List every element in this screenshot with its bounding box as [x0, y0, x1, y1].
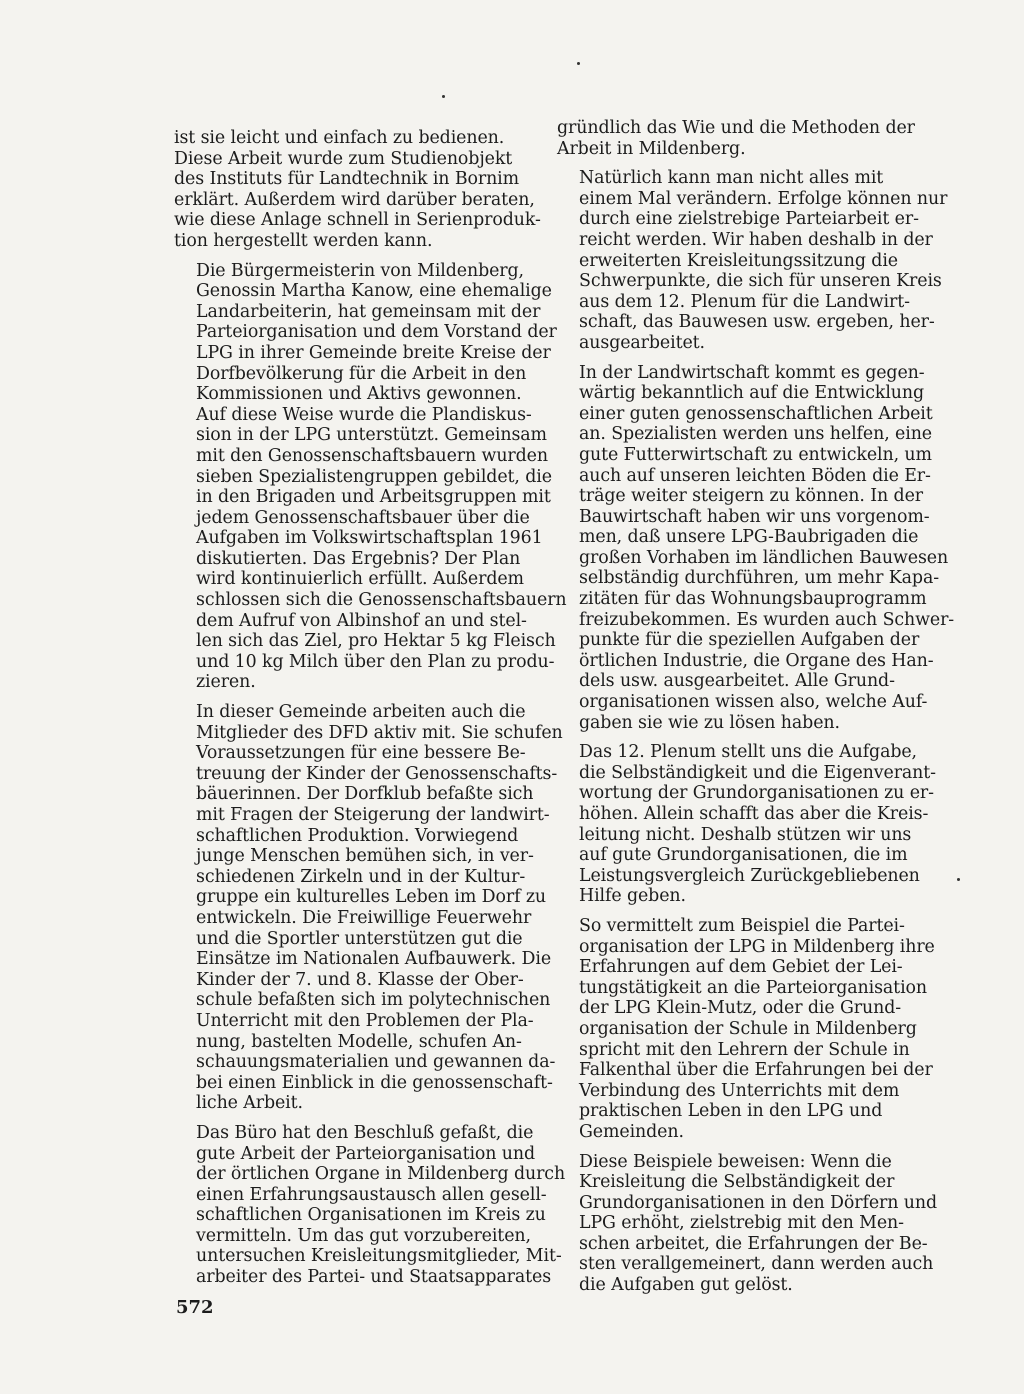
- text-line: reicht werden. Wir haben deshalb in der: [579, 229, 933, 250]
- text-line: gute Arbeit der Parteiorganisation und: [196, 1143, 536, 1164]
- text-line: Bauwirtschaft haben wir uns vorgenom-: [579, 506, 930, 527]
- text-line: wortung der Grundorganisationen zu er-: [579, 783, 934, 804]
- text-line: Das Büro hat den Beschluß gefaßt, die: [196, 1122, 534, 1143]
- text-line: Natürlich kann man nicht alles mit: [579, 168, 884, 189]
- text-line: Die Bürgermeisterin von Mildenberg,: [196, 260, 524, 281]
- text-line: Hilfe geben.: [579, 886, 686, 907]
- text-line: Verbindung des Unterrichts mit dem: [579, 1080, 900, 1101]
- text-line: einer guten genossenschaftlichen Arbeit: [579, 403, 933, 424]
- text-line: tion hergestellt werden kann.: [174, 230, 433, 251]
- text-line: mit Fragen der Steigerung der landwirt-: [196, 805, 550, 825]
- text-line: mit den Genossenschaftsbauern wurden: [196, 445, 548, 466]
- text-line: arbeiter des Partei- und Staatsapparates: [196, 1267, 552, 1288]
- paragraph: [557, 362, 955, 734]
- text-line: und 10 kg Milch über den Plan zu produ-: [196, 651, 555, 672]
- paragraph: [557, 118, 927, 159]
- text-line: örtlichen Industrie, die Organe des Han-: [579, 650, 934, 671]
- text-line: schaftlichen Produktion. Vorwiegend: [196, 825, 519, 846]
- text-line: LPG erhöht, zielstrebig mit den Men-: [579, 1213, 904, 1234]
- text-line: gruppe ein kulturelles Leben im Dorf zu: [196, 887, 547, 908]
- text-line: Falkenthal über die Erfahrungen bei der: [579, 1060, 933, 1081]
- scan-speck: [442, 95, 445, 98]
- text-line: der LPG Klein-Mutz, oder die Grund-: [579, 998, 901, 1019]
- paragraph: [174, 702, 563, 1114]
- text-line: Diese Arbeit wurde zum Studienobjekt: [174, 148, 513, 169]
- text-line: jedem Genossenschaftsbauer über die: [196, 507, 530, 528]
- text-line: einem Mal verändern. Erfolge können nur: [579, 188, 948, 209]
- text-line: aus dem 12. Plenum für die Landwirt-: [579, 291, 910, 312]
- text-line: zitäten für das Wohnungsbauprogramm: [579, 589, 927, 610]
- text-line: erklärt. Außerdem wird darüber beraten,: [174, 189, 535, 210]
- text-line: selbständig durchführen, um mehr Kapa-: [579, 568, 940, 589]
- text-line: In dieser Gemeinde arbeiten auch die: [196, 702, 526, 723]
- text-line: Kommissionen und Aktivs gewonnen.: [196, 384, 522, 405]
- text-line: nung, bastelten Modelle, schufen An-: [196, 1031, 522, 1052]
- text-line: des Instituts für Landtechnik in Bornim: [174, 169, 520, 190]
- text-line: organisation der Schule in Mildenberg: [579, 1018, 917, 1039]
- text-line: Diese Beispiele beweisen: Wenn die: [579, 1151, 892, 1172]
- text-line: Parteiorganisation und dem Vorstand der: [196, 322, 557, 343]
- paragraph: [557, 915, 935, 1143]
- text-line: Gemeinden.: [579, 1121, 684, 1142]
- text-line: in den Brigaden und Arbeitsgruppen mit: [196, 487, 551, 508]
- text-line: organisationen wissen also, welche Auf-: [579, 692, 928, 713]
- text-line: sieben Spezialistengruppen gebildet, die: [196, 466, 552, 487]
- text-line: sten verallgemeinert, dann werden auch: [579, 1254, 934, 1275]
- text-line: träge weiter steigern zu können. In der: [579, 486, 923, 507]
- text-line: ist sie leicht und einfach zu bedienen.: [174, 128, 505, 148]
- text-line: LPG in ihrer Gemeinde breite Kreise der: [196, 342, 551, 363]
- text-line: spricht mit den Lehrern der Schule in: [579, 1039, 910, 1060]
- text-line: und die Sportler unterstützen gut die: [196, 928, 523, 949]
- text-line: auch auf unseren leichten Böden die Er-: [579, 465, 931, 486]
- text-line: dem Aufruf von Albinshof an und stel-: [196, 610, 527, 631]
- text-line: Mitglieder des DFD aktiv mit. Sie schufen: [196, 722, 563, 743]
- text-line: Einsätze im Nationalen Aufbauwerk. Die: [196, 949, 552, 970]
- text-line: die Selbständigkeit und die Eigenverant-: [579, 762, 936, 783]
- text-line: wie diese Anlage schnell in Serienproduk-: [174, 210, 541, 231]
- text-line: Leistungsvergleich Zurückgebliebenen: [579, 865, 920, 886]
- text-line: großen Vorhaben im ländlichen Bauwesen: [579, 547, 949, 568]
- text-line: schaft, das Bauwesen usw. ergeben, her-: [579, 312, 935, 333]
- text-line: schaftlichen Organisationen im Kreis zu: [196, 1205, 546, 1226]
- paragraph: [557, 742, 936, 907]
- text-line: gründlich das Wie und die Methoden der: [557, 118, 915, 138]
- paragraph: [557, 1151, 937, 1296]
- text-line: In der Landwirtschaft kommt es gegen-: [579, 362, 925, 383]
- text-line: Grundorganisationen in den Dörfern und: [579, 1192, 937, 1213]
- text-line: Unterricht mit den Problemen der Pla-: [196, 1010, 534, 1031]
- text-line: Aufgaben im Volkswirtschaftsplan 1961: [196, 528, 543, 549]
- left-column: [174, 128, 567, 1297]
- right-column: [557, 118, 955, 1305]
- text-line: vermitteln. Um das gut vorzubereiten,: [196, 1225, 531, 1246]
- text-line: Kinder der 7. und 8. Klasse der Ober-: [196, 969, 524, 990]
- text-line: Auf diese Weise wurde die Plandiskus-: [196, 404, 532, 425]
- text-line: Das 12. Plenum stellt uns die Aufgabe,: [579, 742, 917, 763]
- text-line: punkte für die speziellen Aufgaben der: [579, 630, 920, 651]
- text-line: Landarbeiterin, hat gemeinsam mit der: [196, 301, 541, 322]
- text-line: höhen. Allein schafft das aber die Kreis-: [579, 804, 929, 824]
- text-line: Schwerpunkte, die sich für unseren Kreis: [579, 271, 942, 292]
- text-line: bäuerinnen. Der Dorfklub befaßte sich: [196, 784, 534, 805]
- text-line: Kreisleitung die Selbständigkeit der: [579, 1172, 895, 1193]
- text-line: Erfahrungen auf dem Gebiet der Lei-: [579, 957, 903, 978]
- text-line: schen arbeitet, die Erfahrungen der Be-: [579, 1233, 928, 1254]
- text-line: leitung nicht. Deshalb stützen wir uns: [579, 824, 912, 845]
- text-line: freizubekommen. Es wurden auch Schwer-: [579, 609, 955, 630]
- scan-speck: [577, 62, 580, 65]
- text-line: wird kontinuierlich erfüllt. Außerdem: [196, 569, 524, 590]
- text-line: schule befaßten sich im polytechnischen: [196, 990, 551, 1011]
- text-line: organisation der LPG in Mildenberg ihre: [579, 936, 935, 957]
- scan-speck: [957, 878, 960, 881]
- text-line: tungstätigkeit an die Parteiorganisation: [579, 977, 928, 998]
- paragraph: [174, 260, 567, 693]
- text-line: junge Menschen bemühen sich, in ver-: [196, 846, 534, 867]
- paragraph: [557, 168, 948, 353]
- text-line: schlossen sich die Genossenschaftsbauern: [196, 590, 567, 611]
- text-line: auf gute Grundorganisationen, die im: [579, 845, 908, 866]
- text-line: Genossin Martha Kanow, eine ehemalige: [196, 281, 552, 302]
- text-line: sion in der LPG unterstützt. Gemeinsam: [196, 425, 547, 446]
- text-line: Dorfbevölkerung für die Arbeit in den: [196, 363, 527, 384]
- text-line: praktischen Leben in den LPG und: [579, 1101, 883, 1122]
- text-line: einen Erfahrungsaustausch allen gesell-: [196, 1184, 547, 1205]
- text-line: die Aufgaben gut gelöst.: [579, 1275, 793, 1296]
- text-line: schiedenen Zirkeln und in der Kultur-: [196, 866, 526, 887]
- paragraph: [174, 128, 546, 252]
- text-line: entwickeln. Die Freiwillige Feuerwehr: [196, 907, 532, 928]
- text-line: liche Arbeit.: [196, 1093, 303, 1114]
- text-line: Voraussetzungen für eine bessere Be-: [196, 743, 526, 764]
- text-line: untersuchen Kreisleitungsmitglieder, Mit-: [196, 1246, 562, 1267]
- text-line: durch eine zielstrebige Parteiarbeit er-: [579, 209, 919, 230]
- text-line: der örtlichen Organe in Mildenberg durch: [196, 1164, 566, 1185]
- text-line: len sich das Ziel, pro Hektar 5 kg Fleisch: [196, 631, 556, 652]
- text-line: Arbeit in Mildenberg.: [557, 138, 746, 159]
- text-line: gaben sie wie zu lösen haben.: [579, 712, 840, 733]
- paragraph: [174, 1122, 566, 1288]
- text-line: zieren.: [196, 672, 256, 693]
- text-line: ausgearbeitet.: [579, 332, 705, 353]
- text-line: wärtig bekanntlich auf die Entwicklung: [579, 383, 925, 404]
- text-line: treuung der Kinder der Genossenschafts-: [196, 763, 558, 784]
- text-line: schauungsmaterialien und gewannen da-: [196, 1052, 556, 1073]
- text-line: diskutierten. Das Ergebnis? Der Plan: [196, 548, 521, 569]
- text-line: dels usw. ausgearbeitet. Alle Grund-: [579, 671, 895, 692]
- text-line: erweiterten Kreisleitungssitzung die: [579, 250, 898, 271]
- text-line: So vermittelt zum Beispiel die Partei-: [579, 915, 905, 936]
- text-line: men, daß unsere LPG-Baubrigaden die: [579, 527, 919, 548]
- text-line: gute Futterwirtschaft zu entwickeln, um: [579, 444, 932, 465]
- text-line: bei einen Einblick in die genossenschaft-: [196, 1072, 553, 1093]
- page-number: 572: [176, 1297, 214, 1318]
- text-line: an. Spezialisten werden uns helfen, eine: [579, 424, 932, 445]
